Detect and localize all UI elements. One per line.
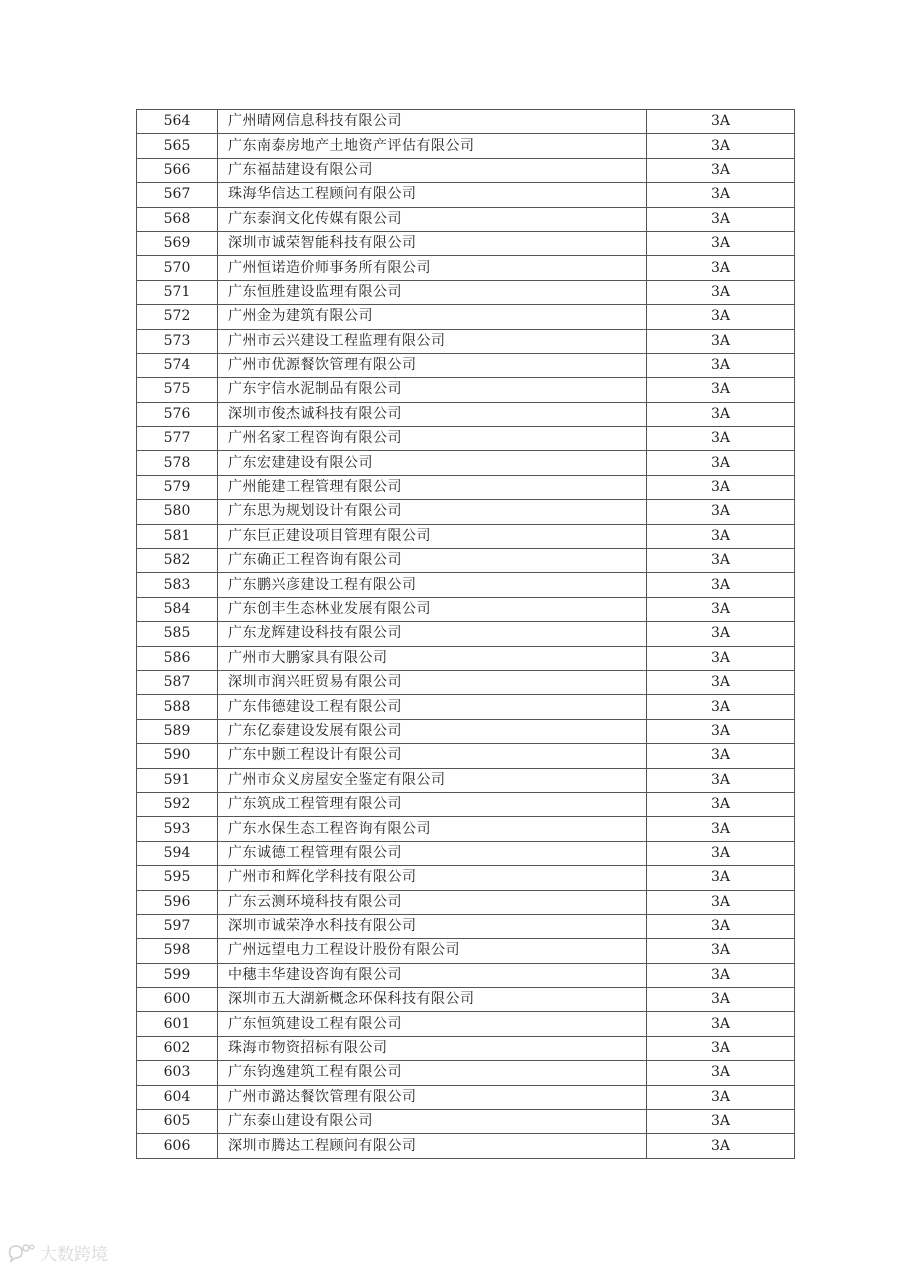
row-number-cell: 580 bbox=[137, 500, 218, 524]
row-number-cell: 575 bbox=[137, 378, 218, 402]
row-number-cell: 576 bbox=[137, 402, 218, 426]
credit-grade-cell: 3A bbox=[647, 500, 795, 524]
credit-grade-cell: 3A bbox=[647, 963, 795, 987]
company-name-cell: 广东中颢工程设计有限公司 bbox=[218, 744, 647, 768]
row-number-cell: 604 bbox=[137, 1085, 218, 1109]
company-name-cell: 广东泰润文化传媒有限公司 bbox=[218, 207, 647, 231]
row-number-cell: 578 bbox=[137, 451, 218, 475]
company-name-cell: 广州金为建筑有限公司 bbox=[218, 305, 647, 329]
row-number-cell: 573 bbox=[137, 329, 218, 353]
table-row bbox=[137, 695, 795, 719]
row-number-cell: 599 bbox=[137, 963, 218, 987]
company-name-cell: 广州市潞达餐饮管理有限公司 bbox=[218, 1085, 647, 1109]
credit-grade-cell: 3A bbox=[647, 1012, 795, 1036]
table-row bbox=[137, 475, 795, 499]
company-name-cell: 广州名家工程咨询有限公司 bbox=[218, 427, 647, 451]
table-row bbox=[137, 1012, 795, 1036]
credit-grade-cell: 3A bbox=[647, 866, 795, 890]
table-row bbox=[137, 768, 795, 792]
company-name-cell: 珠海市物资招标有限公司 bbox=[218, 1036, 647, 1060]
credit-grade-cell: 3A bbox=[647, 768, 795, 792]
row-number-cell: 565 bbox=[137, 134, 218, 158]
company-name-cell: 广东宇信水泥制品有限公司 bbox=[218, 378, 647, 402]
credit-grade-cell: 3A bbox=[647, 427, 795, 451]
table-row bbox=[137, 670, 795, 694]
table-row bbox=[137, 988, 795, 1012]
company-name-cell: 广州晴网信息科技有限公司 bbox=[218, 110, 647, 134]
credit-grade-cell: 3A bbox=[647, 597, 795, 621]
table-row bbox=[137, 256, 795, 280]
credit-grade-cell: 3A bbox=[647, 134, 795, 158]
row-number-cell: 601 bbox=[137, 1012, 218, 1036]
company-name-cell: 广州市云兴建设工程监理有限公司 bbox=[218, 329, 647, 353]
company-name-cell: 深圳市五大湖新概念环保科技有限公司 bbox=[218, 988, 647, 1012]
credit-grade-cell: 3A bbox=[647, 329, 795, 353]
table-row bbox=[137, 866, 795, 890]
table-row bbox=[137, 158, 795, 182]
credit-grade-cell: 3A bbox=[647, 817, 795, 841]
credit-grade-cell: 3A bbox=[647, 792, 795, 816]
table-row bbox=[137, 305, 795, 329]
credit-grade-cell: 3A bbox=[647, 158, 795, 182]
credit-grade-cell: 3A bbox=[647, 110, 795, 134]
credit-grade-cell: 3A bbox=[647, 475, 795, 499]
row-number-cell: 593 bbox=[137, 817, 218, 841]
row-number-cell: 567 bbox=[137, 183, 218, 207]
credit-grade-cell: 3A bbox=[647, 207, 795, 231]
company-name-cell: 广州市众义房屋安全鉴定有限公司 bbox=[218, 768, 647, 792]
watermark bbox=[6, 1240, 108, 1265]
credit-grade-cell: 3A bbox=[647, 256, 795, 280]
company-name-cell: 珠海华信达工程顾问有限公司 bbox=[218, 183, 647, 207]
company-name-cell: 广东恒胜建设监理有限公司 bbox=[218, 280, 647, 304]
table-row bbox=[137, 622, 795, 646]
table-row bbox=[137, 231, 795, 255]
row-number-cell: 596 bbox=[137, 890, 218, 914]
company-rating-table bbox=[136, 109, 795, 1159]
company-name-cell: 广东水保生态工程咨询有限公司 bbox=[218, 817, 647, 841]
table-row bbox=[137, 1036, 795, 1060]
row-number-cell: 602 bbox=[137, 1036, 218, 1060]
company-name-cell: 广州能建工程管理有限公司 bbox=[218, 475, 647, 499]
table-row bbox=[137, 939, 795, 963]
row-number-cell: 598 bbox=[137, 939, 218, 963]
credit-grade-cell: 3A bbox=[647, 573, 795, 597]
row-number-cell: 586 bbox=[137, 646, 218, 670]
company-name-cell: 广东创丰生态林业发展有限公司 bbox=[218, 597, 647, 621]
company-name-cell: 广东鹏兴彦建设工程有限公司 bbox=[218, 573, 647, 597]
table-row bbox=[137, 378, 795, 402]
company-name-cell: 中穗丰华建设咨询有限公司 bbox=[218, 963, 647, 987]
credit-grade-cell: 3A bbox=[647, 622, 795, 646]
credit-grade-cell: 3A bbox=[647, 890, 795, 914]
row-number-cell: 592 bbox=[137, 792, 218, 816]
credit-grade-cell: 3A bbox=[647, 744, 795, 768]
credit-grade-cell: 3A bbox=[647, 719, 795, 743]
company-name-cell: 广东泰山建设有限公司 bbox=[218, 1110, 647, 1134]
company-name-cell: 广东南泰房地产土地资产评估有限公司 bbox=[218, 134, 647, 158]
row-number-cell: 606 bbox=[137, 1134, 218, 1158]
credit-grade-cell: 3A bbox=[647, 646, 795, 670]
company-name-cell: 广州市和辉化学科技有限公司 bbox=[218, 866, 647, 890]
row-number-cell: 566 bbox=[137, 158, 218, 182]
table-row bbox=[137, 549, 795, 573]
credit-grade-cell: 3A bbox=[647, 695, 795, 719]
table-row bbox=[137, 1061, 795, 1085]
company-name-cell: 广东云测环境科技有限公司 bbox=[218, 890, 647, 914]
credit-grade-cell: 3A bbox=[647, 988, 795, 1012]
row-number-cell: 597 bbox=[137, 914, 218, 938]
row-number-cell: 583 bbox=[137, 573, 218, 597]
company-name-cell: 深圳市润兴旺贸易有限公司 bbox=[218, 670, 647, 694]
company-name-cell: 广州市优源餐饮管理有限公司 bbox=[218, 353, 647, 377]
row-number-cell: 588 bbox=[137, 695, 218, 719]
company-name-cell: 深圳市诚荣智能科技有限公司 bbox=[218, 231, 647, 255]
table-body bbox=[137, 110, 795, 1159]
table-row bbox=[137, 134, 795, 158]
table-row bbox=[137, 451, 795, 475]
table-row bbox=[137, 890, 795, 914]
credit-grade-cell: 3A bbox=[647, 1134, 795, 1158]
row-number-cell: 564 bbox=[137, 110, 218, 134]
row-number-cell: 570 bbox=[137, 256, 218, 280]
table-row bbox=[137, 914, 795, 938]
company-name-cell: 广东恒筑建设工程有限公司 bbox=[218, 1012, 647, 1036]
row-number-cell: 585 bbox=[137, 622, 218, 646]
credit-grade-cell: 3A bbox=[647, 841, 795, 865]
table-row bbox=[137, 524, 795, 548]
row-number-cell: 605 bbox=[137, 1110, 218, 1134]
table-row bbox=[137, 573, 795, 597]
row-number-cell: 581 bbox=[137, 524, 218, 548]
row-number-cell: 582 bbox=[137, 549, 218, 573]
table-row bbox=[137, 427, 795, 451]
table-row bbox=[137, 841, 795, 865]
credit-grade-cell: 3A bbox=[647, 402, 795, 426]
row-number-cell: 572 bbox=[137, 305, 218, 329]
company-name-cell: 广州远望电力工程设计股份有限公司 bbox=[218, 939, 647, 963]
table-row bbox=[137, 110, 795, 134]
table-row bbox=[137, 963, 795, 987]
table-row bbox=[137, 646, 795, 670]
row-number-cell: 590 bbox=[137, 744, 218, 768]
credit-grade-cell: 3A bbox=[647, 305, 795, 329]
row-number-cell: 584 bbox=[137, 597, 218, 621]
company-name-cell: 深圳市俊杰诚科技有限公司 bbox=[218, 402, 647, 426]
row-number-cell: 595 bbox=[137, 866, 218, 890]
credit-grade-cell: 3A bbox=[647, 1110, 795, 1134]
row-number-cell: 589 bbox=[137, 719, 218, 743]
company-name-cell: 广东思为规划设计有限公司 bbox=[218, 500, 647, 524]
credit-grade-cell: 3A bbox=[647, 183, 795, 207]
credit-grade-cell: 3A bbox=[647, 914, 795, 938]
table-row bbox=[137, 1110, 795, 1134]
watermark-text: 大数跨境 bbox=[40, 1245, 108, 1265]
table-row bbox=[137, 1085, 795, 1109]
table-row bbox=[137, 183, 795, 207]
row-number-cell: 571 bbox=[137, 280, 218, 304]
company-name-cell: 深圳市腾达工程顾问有限公司 bbox=[218, 1134, 647, 1158]
row-number-cell: 600 bbox=[137, 988, 218, 1012]
company-name-cell: 广东筑成工程管理有限公司 bbox=[218, 792, 647, 816]
table-row bbox=[137, 597, 795, 621]
credit-grade-cell: 3A bbox=[647, 378, 795, 402]
credit-grade-cell: 3A bbox=[647, 1061, 795, 1085]
credit-grade-cell: 3A bbox=[647, 280, 795, 304]
credit-grade-cell: 3A bbox=[647, 549, 795, 573]
row-number-cell: 569 bbox=[137, 231, 218, 255]
row-number-cell: 591 bbox=[137, 768, 218, 792]
row-number-cell: 574 bbox=[137, 353, 218, 377]
company-name-cell: 广东确正工程咨询有限公司 bbox=[218, 549, 647, 573]
credit-grade-cell: 3A bbox=[647, 451, 795, 475]
table-row bbox=[137, 207, 795, 231]
credit-grade-cell: 3A bbox=[647, 670, 795, 694]
table-row bbox=[137, 1134, 795, 1158]
company-name-cell: 深圳市诚荣净水科技有限公司 bbox=[218, 914, 647, 938]
chat-bubble-logo-icon bbox=[6, 1242, 36, 1264]
row-number-cell: 568 bbox=[137, 207, 218, 231]
credit-grade-cell: 3A bbox=[647, 1085, 795, 1109]
credit-grade-cell: 3A bbox=[647, 939, 795, 963]
row-number-cell: 603 bbox=[137, 1061, 218, 1085]
company-name-cell: 广东龙辉建设科技有限公司 bbox=[218, 622, 647, 646]
table-row bbox=[137, 792, 795, 816]
credit-grade-cell: 3A bbox=[647, 353, 795, 377]
company-name-cell: 广东宏建建设有限公司 bbox=[218, 451, 647, 475]
company-name-cell: 广东钧逸建筑工程有限公司 bbox=[218, 1061, 647, 1085]
credit-grade-cell: 3A bbox=[647, 524, 795, 548]
row-number-cell: 577 bbox=[137, 427, 218, 451]
credit-grade-cell: 3A bbox=[647, 231, 795, 255]
company-name-cell: 广州市大鹏家具有限公司 bbox=[218, 646, 647, 670]
credit-grade-cell: 3A bbox=[647, 1036, 795, 1060]
row-number-cell: 587 bbox=[137, 670, 218, 694]
company-name-cell: 广东诚德工程管理有限公司 bbox=[218, 841, 647, 865]
table-row bbox=[137, 329, 795, 353]
table-row bbox=[137, 817, 795, 841]
table-row bbox=[137, 402, 795, 426]
company-name-cell: 广东伟德建设工程有限公司 bbox=[218, 695, 647, 719]
company-name-cell: 广东亿泰建设发展有限公司 bbox=[218, 719, 647, 743]
table-row bbox=[137, 719, 795, 743]
row-number-cell: 594 bbox=[137, 841, 218, 865]
company-name-cell: 广州恒诺造价师事务所有限公司 bbox=[218, 256, 647, 280]
table-row bbox=[137, 500, 795, 524]
table-row bbox=[137, 744, 795, 768]
table-row bbox=[137, 353, 795, 377]
row-number-cell: 579 bbox=[137, 475, 218, 499]
company-name-cell: 广东福喆建设有限公司 bbox=[218, 158, 647, 182]
table-row bbox=[137, 280, 795, 304]
company-name-cell: 广东巨正建设项目管理有限公司 bbox=[218, 524, 647, 548]
